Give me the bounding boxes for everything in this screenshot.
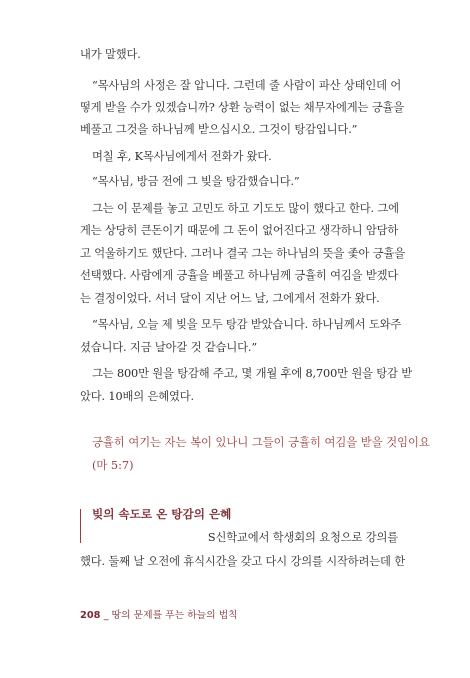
section-heading: 빚의 속도로 온 탕감의 은혜	[92, 507, 232, 521]
paragraph-line: 내가 말했다.	[80, 48, 141, 61]
scripture-quote: 긍휼히 여기는 자는 복이 있나니 그들이 긍휼히 여김을 받을 것임이요	[92, 436, 430, 449]
paragraph-line: “목사님, 방금 전에 그 빚을 탕감했습니다.”	[92, 175, 300, 188]
running-title: 땅의 문제를 푸는 하늘의 법칙	[111, 610, 238, 621]
paragraph-line: S신학교에서 학생회의 요청으로 강의를	[207, 531, 398, 544]
paragraph-line: 게는 상당히 큰돈이기 때문에 그 돈이 없어진다고 생각하니 암담하	[80, 224, 399, 237]
paragraph-line: 고 억울하기도 했단다. 그러나 결국 그는 하나님의 뜻을 좇아 긍휼을	[80, 247, 406, 260]
page-footer	[80, 607, 238, 621]
paragraph-line: 셨습니다. 지금 날아갈 것 같습니다.”	[80, 341, 257, 354]
paragraph-line: “목사님의 사정은 잘 압니다. 그런데 줄 사람이 파산 상태인데 어	[92, 79, 402, 92]
footer-separator: _	[103, 610, 109, 621]
paragraph-line: 베풀고 그것을 하나님께 받으십시오. 그것이 탕감입니다.”	[80, 123, 358, 136]
paragraph-line: 떻게 받을 수가 있겠습니까? 상환 능력이 없는 채무자에게는 긍휼을	[80, 101, 405, 114]
paragraph-line: 그는 이 문제를 놓고 고민도 하고 기도도 많이 했다고 한다. 그에	[92, 202, 399, 215]
paragraph-line: “목사님, 오늘 제 빚을 모두 탕감 받았습니다. 하나님께서 도와주	[92, 318, 402, 331]
paragraph-line: 선택했다. 사람에게 긍휼을 베풀고 하나님께 긍휼히 여김을 받겠다	[80, 269, 399, 282]
paragraph-line: 했다. 둘째 날 오전에 휴식시간을 갖고 다시 강의를 시작하려는데 한	[80, 555, 406, 568]
paragraph-line: 그는 800만 원을 탕감해 주고, 몇 개월 후에 8,700만 원을 탕감 받	[92, 367, 413, 380]
paragraph-line: 았다. 10배의 은혜였다.	[80, 390, 194, 403]
page-number: 208	[80, 610, 101, 621]
scripture-reference: (마 5:7)	[92, 459, 134, 472]
paragraph-line: 며칠 후, K목사님에게서 전화가 왔다.	[92, 150, 272, 163]
paragraph-line: 는 결정이었다. 서너 달이 지난 어느 날, 그에게서 전화가 왔다.	[80, 292, 380, 305]
